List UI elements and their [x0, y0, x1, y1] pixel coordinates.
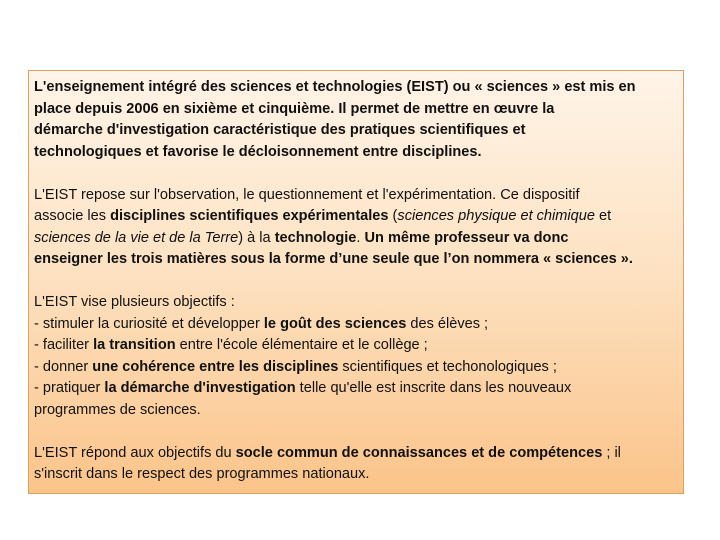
text-line: L'EIST repose sur l'observation, le questionnement et l'expérimentation. Ce dispositif: [34, 186, 580, 203]
text-line: L'EIST répond aux objectifs du socle commun de connaissances et de compétences ; il: [34, 444, 621, 461]
text-line: sciences de la vie et de la Terre) à la technologie. Un même professeur va donc: [34, 229, 569, 246]
text-line: L'enseignement intégré des sciences et technologies (EIST) ou « sciences » est mis en: [34, 79, 636, 95]
text-line: démarche d'investigation caractéristique des pratiques scientifiques et: [34, 122, 526, 138]
paragraph-conclusion: [34, 443, 677, 486]
text-line: technologiques et favorise le décloisonnement entre disciplines.: [34, 143, 482, 160]
text-box: [28, 70, 684, 494]
list-item: - pratiquer la démarche d'investigation telle qu'elle est inscrite dans les nouveaux: [34, 380, 572, 396]
text-line: enseigner les trois matières sous la forme d’une seule que l’on nommera « sciences ».: [34, 251, 633, 267]
text-line: place depuis 2006 en sixième et cinquième. Il permet de mettre en œuvre la: [34, 100, 555, 117]
paragraph-description: [34, 185, 677, 271]
text-line: associe les disciplines scientifiques expérimentales (sciences physique et chimique et: [34, 208, 612, 224]
paragraph-objectives: [34, 292, 677, 421]
text-line: L'EIST vise plusieurs objectifs :: [34, 294, 235, 310]
text-line: programmes de sciences.: [34, 401, 201, 418]
list-item: - donner une cohérence entre les disciplines scientifiques et techonologiques ;: [34, 358, 557, 375]
paragraph-intro: [34, 77, 677, 163]
list-item: - faciliter la transition entre l'école élémentaire et le collège ;: [34, 337, 428, 353]
text-line: s'inscrit dans le respect des programmes nationaux.: [34, 466, 370, 482]
list-item: - stimuler la curiosité et développer le goût des sciences des élèves ;: [34, 315, 489, 332]
